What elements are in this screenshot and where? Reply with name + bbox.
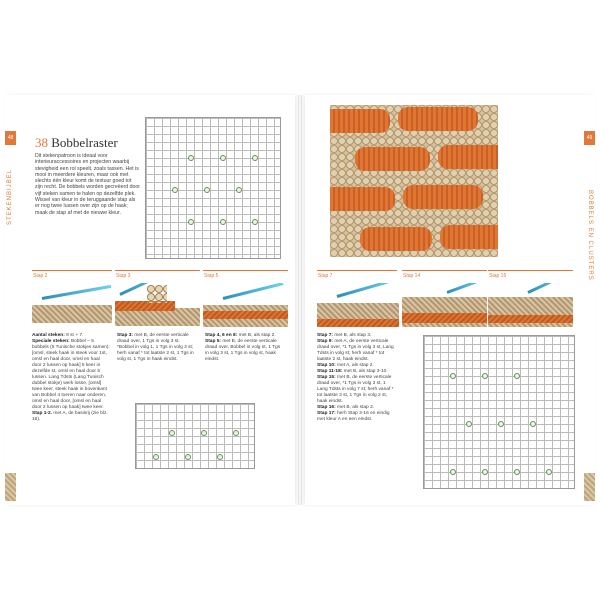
bobble-symbol xyxy=(204,187,210,193)
bobble-cluster xyxy=(147,285,167,303)
bobble-symbol xyxy=(466,421,472,427)
instruction xyxy=(317,339,397,363)
step-text-body: met B, als stap 3. xyxy=(333,333,372,338)
step-photo xyxy=(203,283,288,328)
instruction xyxy=(317,375,397,405)
hook xyxy=(223,283,284,300)
bobble-symbol xyxy=(514,373,520,379)
yarn-fabric xyxy=(402,313,487,323)
step-text-bold: Speciale steken: xyxy=(32,339,70,344)
title-number: 38 xyxy=(35,135,48,150)
orange-band xyxy=(330,187,395,211)
step-label: Stap 14 xyxy=(402,270,487,280)
hook xyxy=(337,283,397,298)
bobble-symbol xyxy=(172,187,178,193)
yarn-fabric xyxy=(317,319,399,327)
bobble-symbol xyxy=(236,187,242,193)
step-text-bold: Stap 5: xyxy=(205,339,221,344)
swatch-photo xyxy=(330,105,498,257)
step-text-body: met B, als stap 2. xyxy=(335,405,375,410)
swatch-thumbnail xyxy=(584,473,595,501)
intro-paragraph: Dit stekenpatroon is ideaal voor interieuraccessoires en projecten waarbij stevigheid een rol speelt, zoals tassen. Het is mooi in meerdere kleuren, maar ook met slechts één kleur komt de textuur goed tot zijn recht. De bobbels worden gecreëerd door vijf steken samen te halen op dezelfde plek. Wissel van kleur in de teruggaande stap als er nog twee lussen over zijn op de haak; maak de stap af met de nieuwe kleur. xyxy=(35,153,140,216)
title-text: Bobbelraster xyxy=(51,135,118,150)
instruction xyxy=(317,411,397,423)
bobble-symbol xyxy=(252,219,258,225)
step-text-bold: Stap 3: xyxy=(117,333,133,338)
section-label: STEKENBIJBEL xyxy=(7,168,13,225)
step-text-body: met B, als stap 3-10. xyxy=(342,369,388,374)
step-text-body: met A, de eerste verticale draad over, *1 Tgs in volg 3 st, Lang Tdsts in volg st; herh vanaf * tot laatste 2 st, haak eindst. xyxy=(317,339,394,362)
orange-band xyxy=(403,185,483,209)
step-text xyxy=(32,333,110,423)
step-text-bold: Stap 10: xyxy=(317,363,336,368)
bobble-symbol xyxy=(201,430,207,436)
step-text-bold: Aantal steken: xyxy=(32,333,65,338)
yarn-fabric xyxy=(32,305,112,323)
step-text-body: met B, als stap 2. xyxy=(237,333,276,338)
step-text-bold: Stap 7: xyxy=(317,333,333,338)
bobble-symbol xyxy=(482,373,488,379)
step-text-bold: Stap 9: xyxy=(317,339,333,344)
step-text-bold: Stap 1-2. xyxy=(32,411,52,416)
hook xyxy=(527,283,569,294)
step-text-bold: Stap 15: xyxy=(317,375,336,380)
page-title xyxy=(35,135,118,151)
step-text-body: herh Stap 3-16 en eindig met kleur A en een eindst. xyxy=(317,411,390,422)
bobble-symbol xyxy=(169,430,175,436)
step-photo xyxy=(115,283,200,328)
bobble-symbol xyxy=(498,421,504,427)
stitch-chart-main xyxy=(145,117,281,259)
bobble-symbol xyxy=(252,155,258,161)
bobble-symbol xyxy=(450,373,456,379)
step-text-body: met B, de eerste verticale draad over, 1 Tgs in volg 3 st. *Bobbel in volg 1, 1 Tgs in volg 3 st; herh vanaf * tot laatste 2 st, 1 Tgs in volg st, 1 Tgs in haak eindst. xyxy=(117,333,194,362)
bobble-symbol xyxy=(220,219,226,225)
yarn-fabric xyxy=(488,315,573,323)
step-text-bold: Stap 4, 6 en 8: xyxy=(205,333,238,338)
bobble-symbol xyxy=(530,421,536,427)
step-text-body: 8 st + 7. xyxy=(64,333,84,338)
hook xyxy=(446,283,485,294)
bobble-symbol xyxy=(153,454,159,460)
step-photo xyxy=(402,283,487,328)
step-label: Stap 2 xyxy=(32,270,112,280)
bobble-symbol xyxy=(188,155,194,161)
bobble-symbol xyxy=(233,430,239,436)
orange-band xyxy=(330,109,390,133)
step-label: Stap 7 xyxy=(317,270,397,280)
step-label: Stap 3 xyxy=(115,270,200,280)
orange-band xyxy=(355,147,430,171)
book-spine xyxy=(298,95,302,505)
step-text-body: Bobbel – 5 bobbels (5 Tunische stokjes samen): [omsl, steek haak in steek voor 1st, omsl en haal door, omsl en haal door 2 lussen op haak] 5 keer in dezelfde st, omsl en haal door 5 lussen. Lang Tdsts (Lang Tunisch dubbel stokje) werk losse, [omsl] twee keer, steek haak in bovenkant van Bobbel 4 toeren naar onderen, omsl en haal door, [omsl en haal door 2 lussen op haak] twee keer. xyxy=(32,339,110,410)
step-text xyxy=(205,333,285,363)
step-text xyxy=(117,333,195,363)
step-text-body: met A, de basisrij (zie blz. 16). xyxy=(32,411,108,422)
orange-band xyxy=(398,107,478,131)
step-text-bold: Stap 16: xyxy=(317,405,336,410)
step-photo xyxy=(32,283,112,328)
step-photo xyxy=(317,283,399,328)
bobble-symbol xyxy=(220,155,226,161)
right-page xyxy=(305,95,595,505)
page-number-tab: 49 xyxy=(584,131,595,145)
instructions-column xyxy=(317,333,397,423)
section-label: BOBBELS EN CLUSTERS xyxy=(587,190,593,281)
orange-band xyxy=(360,227,432,251)
yarn-fabric xyxy=(203,311,288,319)
left-page xyxy=(5,95,295,505)
step-text-bold: Stap 11-18: xyxy=(317,369,343,374)
stitch-chart-small xyxy=(135,403,255,469)
step-label: Stap 5 xyxy=(203,270,288,280)
orange-band xyxy=(440,225,498,249)
swatch-thumbnail xyxy=(5,473,16,501)
step-text-body: met A, als stap 2. xyxy=(335,363,374,368)
step-text-body: met B, de eerste verticale draad over, *1 Tgs in volg 3 st, 1 Lang Tdsts in volg 7 st; herh vanaf * tot laatste 3 st, 1 Tgs in volg 2 st, haak eindst. xyxy=(317,375,394,404)
step-label: Stap 15 xyxy=(488,270,573,280)
bobble-symbol xyxy=(185,454,191,460)
step-text-body: met B, de eerste verticale draad over, Bobbel in volg st, 1 Tgs in volg 3 st, 1 Tgs in volg st, haak eindst. xyxy=(205,339,281,362)
step-photo xyxy=(488,283,573,328)
bobble-symbol xyxy=(546,469,552,475)
orange-band xyxy=(438,145,498,169)
page-number-tab: 48 xyxy=(5,131,16,145)
bobble-symbol xyxy=(188,219,194,225)
stitch-chart-right xyxy=(423,335,575,489)
bobble-symbol xyxy=(450,469,456,475)
step-text-bold: Stap 17: xyxy=(317,411,336,416)
hook xyxy=(42,285,111,300)
bobble-symbol xyxy=(217,454,223,460)
bobble-symbol xyxy=(482,469,488,475)
bobble-symbol xyxy=(514,469,520,475)
